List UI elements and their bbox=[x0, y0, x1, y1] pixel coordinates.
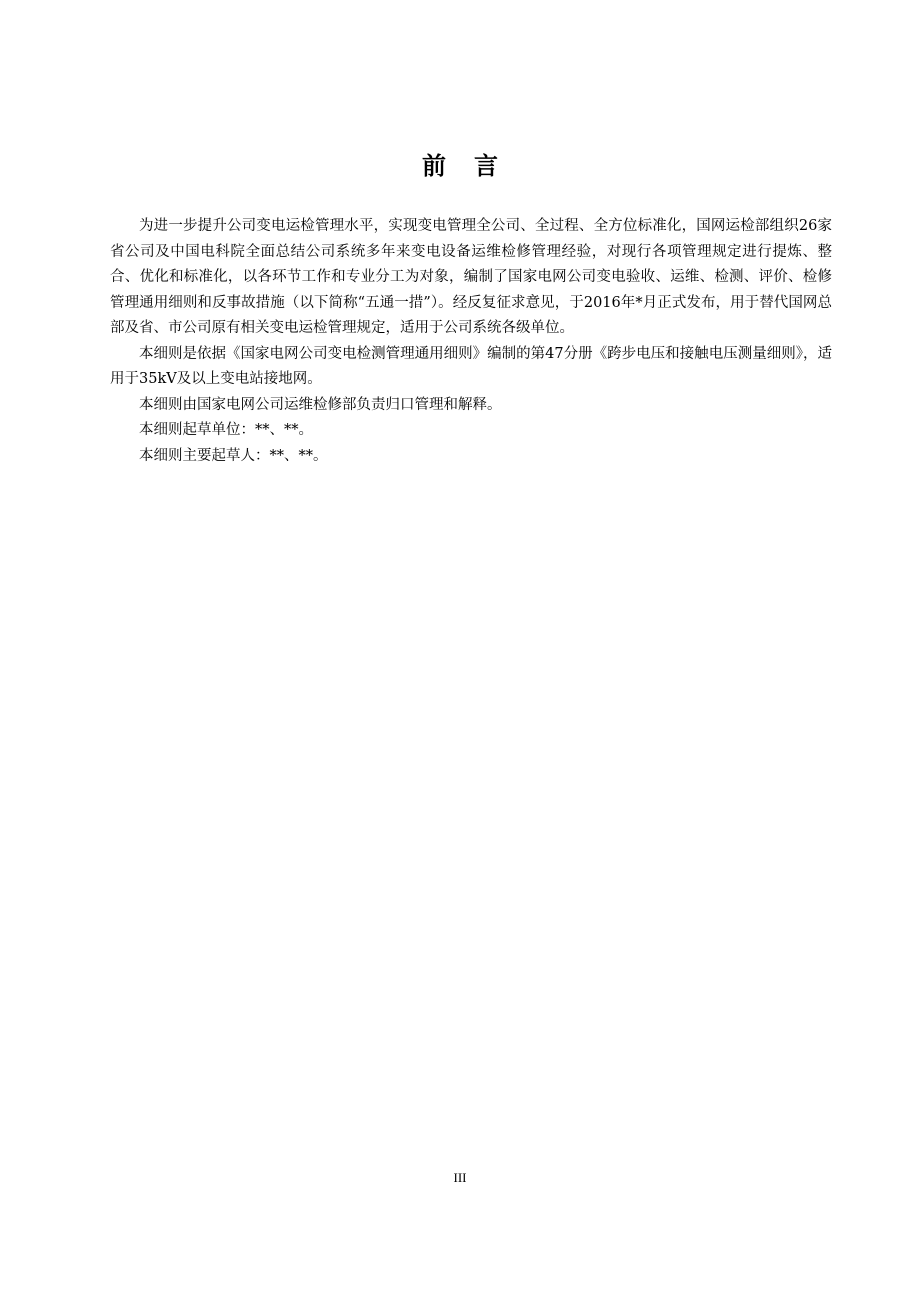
paragraph-drafters: 本细则主要起草人：**、**。 bbox=[139, 447, 328, 464]
paragraph-management: 本细则由国家电网公司运维检修部负责归口管理和解释。 bbox=[139, 396, 502, 413]
preface-body bbox=[110, 214, 832, 469]
page-title: 前言 bbox=[422, 152, 526, 180]
paragraph-drafting-units: 本细则起草单位：**、**。 bbox=[139, 422, 313, 438]
paragraph-intro: 为进一步提升公司变电运检管理水平，实现变电管理全公司、全过程、全方位标准化，国网运检部组织26家省公司及中国电科院全面总结公司系统多年来变电设备运维检修管理经验，对现行各项管理规定进行提炼、整合、优化和标准化，以各环节工作和专业分工为对象，编制了国家电网公司变电验收、运维、检测、评价、检修管理通用细则和反事故措施（以下简称“五通一措”）。经反复征求意见，于2016年*月正式发布，用于替代国网总部及省、市公司原有相关变电运检管理规定，适用于公司系统各级单位。 bbox=[110, 218, 832, 336]
paragraph-basis: 本细则是依据《国家电网公司变电检测管理通用细则》编制的第47分册《跨步电压和接触电压测量细则》，适用于35kV及以上变电站接地网。 bbox=[110, 345, 832, 387]
page-number: III bbox=[453, 1170, 467, 1185]
